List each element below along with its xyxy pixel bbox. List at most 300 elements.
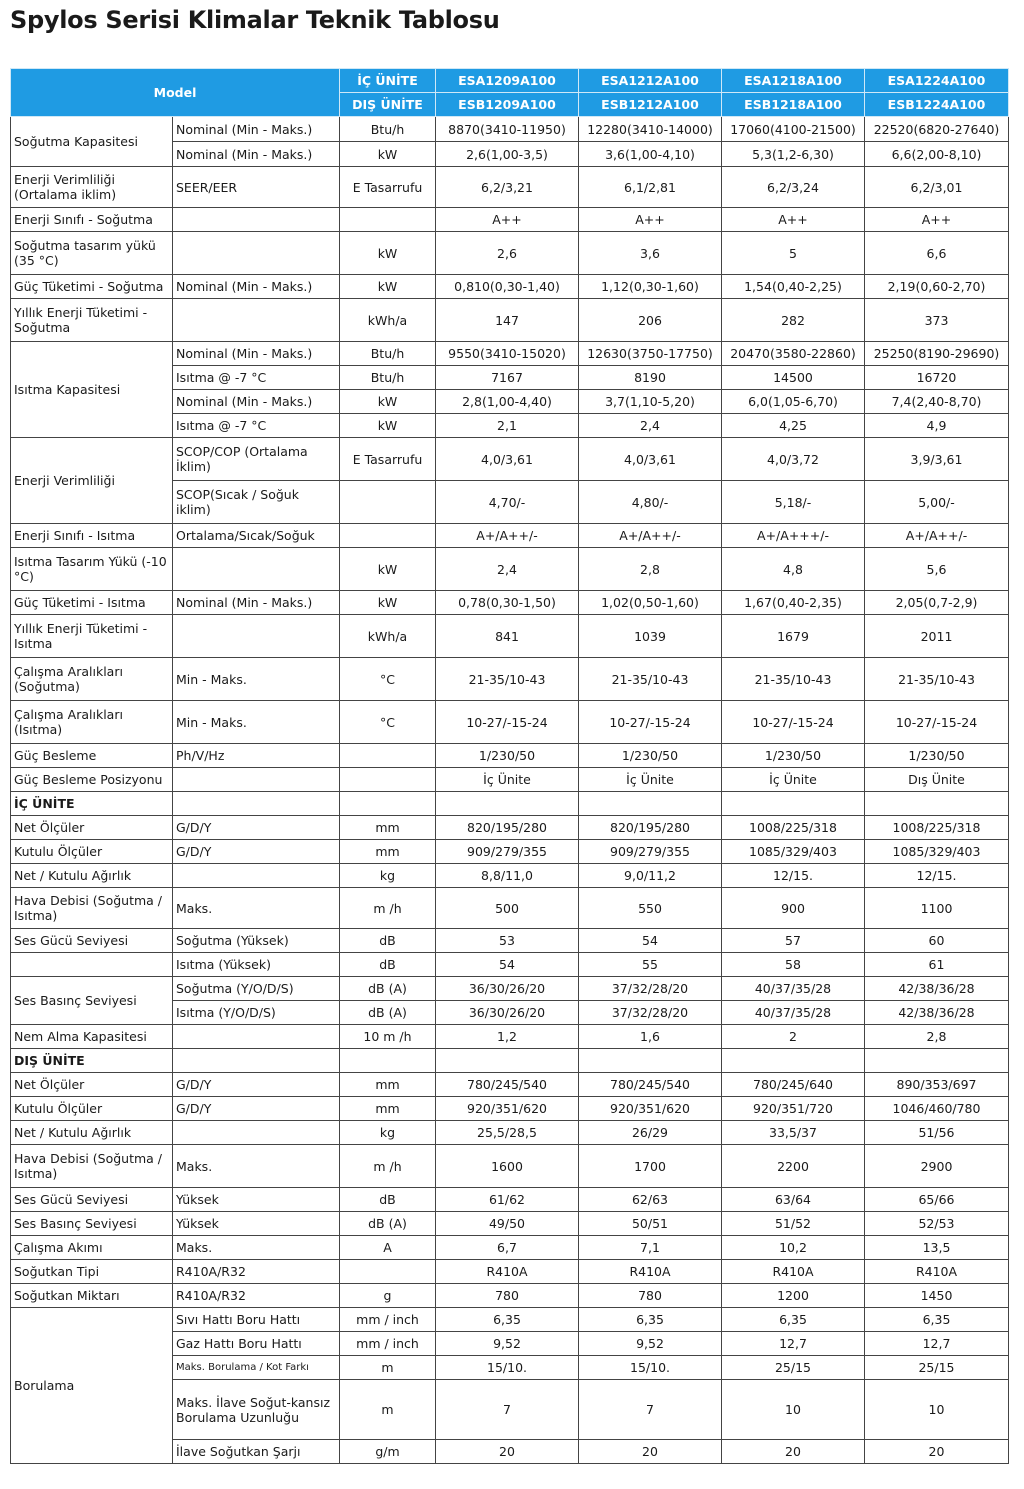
value-cell-model-2: 550 — [579, 888, 722, 929]
row-unit: kg — [340, 864, 436, 888]
row-unit: A — [340, 1236, 436, 1260]
value-cell-model-4: 2011 — [865, 615, 1009, 658]
table-row — [11, 658, 1009, 701]
table-row — [11, 864, 1009, 888]
value-cell-model-4: 6,6(2,00-8,10) — [865, 142, 1009, 167]
row-unit: m /h — [340, 1145, 436, 1188]
row-unit: mm — [340, 816, 436, 840]
value-cell-model-4: 6,6 — [865, 232, 1009, 275]
value-cell-model-1: 2,6(1,00-3,5) — [436, 142, 579, 167]
value-cell-model-3: 10 — [722, 1380, 865, 1440]
row-label: Ses Gücü Seviyesi — [11, 1188, 173, 1212]
value-cell-model-2: 62/63 — [579, 1188, 722, 1212]
value-cell-model-1: 36/30/26/20 — [436, 1001, 579, 1025]
value-cell-model-4: R410A — [865, 1260, 1009, 1284]
table-row — [11, 953, 1009, 977]
value-cell-model-2: 9,0/11,2 — [579, 864, 722, 888]
value-cell-model-2: 7,1 — [579, 1236, 722, 1260]
value-cell-model-3: 20 — [722, 1440, 865, 1464]
value-cell-model-3: 6,2/3,24 — [722, 167, 865, 208]
value-cell-model-1: 61/62 — [436, 1188, 579, 1212]
value-cell-model-3: 10,2 — [722, 1236, 865, 1260]
value-cell-model-3: 12/15. — [722, 864, 865, 888]
table-row — [11, 524, 1009, 548]
row-label: Yıllık Enerji Tüketimi - Isıtma — [11, 615, 173, 658]
row-condition — [173, 768, 340, 792]
table-row — [11, 232, 1009, 275]
row-unit: 10 m /h — [340, 1025, 436, 1049]
value-cell-model-4: 21-35/10-43 — [865, 658, 1009, 701]
row-unit: mm — [340, 1073, 436, 1097]
row-unit: kW — [340, 390, 436, 414]
row-condition — [173, 1121, 340, 1145]
value-cell-model-4: 1046/460/780 — [865, 1097, 1009, 1121]
value-cell-model-3: 920/351/720 — [722, 1097, 865, 1121]
row-unit: mm / inch — [340, 1308, 436, 1332]
row-condition — [173, 864, 340, 888]
value-cell-model-1: 147 — [436, 299, 579, 342]
dis-unite-header: DIŞ ÜNİTE — [340, 93, 436, 117]
row-unit: °C — [340, 701, 436, 744]
value-cell-model-4 — [865, 1049, 1009, 1073]
ic-model-2: ESA1212A100 — [579, 69, 722, 93]
table-row — [11, 701, 1009, 744]
table-row — [11, 208, 1009, 232]
value-cell-model-2: 50/51 — [579, 1212, 722, 1236]
row-unit: E Tasarrufu — [340, 167, 436, 208]
row-condition: Ortalama/Sıcak/Soğuk — [173, 524, 340, 548]
value-cell-model-4: 12/15. — [865, 864, 1009, 888]
value-cell-model-3: 780/245/640 — [722, 1073, 865, 1097]
table-row — [11, 299, 1009, 342]
table-row — [11, 117, 1009, 142]
row-unit: m — [340, 1356, 436, 1380]
value-cell-model-4: 42/38/36/28 — [865, 1001, 1009, 1025]
value-cell-model-4: 10-27/-15-24 — [865, 701, 1009, 744]
row-condition: Nominal (Min - Maks.) — [173, 142, 340, 167]
table-row — [11, 744, 1009, 768]
row-condition: Nominal (Min - Maks.) — [173, 117, 340, 142]
row-label: Güç Besleme Posizyonu — [11, 768, 173, 792]
row-label — [11, 953, 173, 977]
row-condition — [173, 1025, 340, 1049]
value-cell-model-2: A++ — [579, 208, 722, 232]
row-label: Soğutma Kapasitesi — [11, 117, 173, 167]
value-cell-model-2: 920/351/620 — [579, 1097, 722, 1121]
row-label: Çalışma Aralıkları (Soğutma) — [11, 658, 173, 701]
value-cell-model-3: 1085/329/403 — [722, 840, 865, 864]
row-unit: m — [340, 1380, 436, 1440]
row-label: Ses Basınç Seviyesi — [11, 977, 173, 1025]
value-cell-model-1: 10-27/-15-24 — [436, 701, 579, 744]
row-condition: Yüksek — [173, 1212, 340, 1236]
value-cell-model-2: 9,52 — [579, 1332, 722, 1356]
row-label: Enerji Verimliliği (Ortalama iklim) — [11, 167, 173, 208]
value-cell-model-1: 20 — [436, 1440, 579, 1464]
value-cell-model-4: 2,05(0,7-2,9) — [865, 591, 1009, 615]
value-cell-model-3: A++ — [722, 208, 865, 232]
row-label: Soğutkan Miktarı — [11, 1284, 173, 1308]
value-cell-model-4 — [865, 792, 1009, 816]
value-cell-model-3: 282 — [722, 299, 865, 342]
row-label: Kutulu Ölçüler — [11, 840, 173, 864]
value-cell-model-2: 2,8 — [579, 548, 722, 591]
value-cell-model-2 — [579, 792, 722, 816]
page-title: Spylos Serisi Klimalar Teknik Tablosu — [10, 6, 500, 34]
value-cell-model-4: 1100 — [865, 888, 1009, 929]
value-cell-model-2: 3,6 — [579, 232, 722, 275]
value-cell-model-1: R410A — [436, 1260, 579, 1284]
value-cell-model-3: A+/A+++/- — [722, 524, 865, 548]
value-cell-model-1: 6,2/3,21 — [436, 167, 579, 208]
row-condition: G/D/Y — [173, 1073, 340, 1097]
table-row — [11, 1284, 1009, 1308]
value-cell-model-2: 6,35 — [579, 1308, 722, 1332]
value-cell-model-1: 909/279/355 — [436, 840, 579, 864]
row-label: Borulama — [11, 1308, 173, 1464]
row-label: Net / Kutulu Ağırlık — [11, 1121, 173, 1145]
value-cell-model-2: 6,1/2,81 — [579, 167, 722, 208]
value-cell-model-4: A+/A++/- — [865, 524, 1009, 548]
row-condition: R410A/R32 — [173, 1284, 340, 1308]
table-row — [11, 548, 1009, 591]
value-cell-model-3: 5,18/- — [722, 481, 865, 524]
value-cell-model-1: 6,7 — [436, 1236, 579, 1260]
dis-model-1: ESB1209A100 — [436, 93, 579, 117]
value-cell-model-1: 4,70/- — [436, 481, 579, 524]
value-cell-model-4: 890/353/697 — [865, 1073, 1009, 1097]
value-cell-model-1: 1/230/50 — [436, 744, 579, 768]
ic-unite-header: İÇ ÜNİTE — [340, 69, 436, 93]
dis-model-4: ESB1224A100 — [865, 93, 1009, 117]
value-cell-model-1: 1600 — [436, 1145, 579, 1188]
row-label: Hava Debisi (Soğutma / Isıtma) — [11, 888, 173, 929]
row-condition — [173, 299, 340, 342]
value-cell-model-4: 13,5 — [865, 1236, 1009, 1260]
row-label: Ses Gücü Seviyesi — [11, 929, 173, 953]
row-unit: mm — [340, 840, 436, 864]
value-cell-model-3: 40/37/35/28 — [722, 977, 865, 1001]
value-cell-model-3 — [722, 792, 865, 816]
row-unit: Btu/h — [340, 366, 436, 390]
value-cell-model-3: 1/230/50 — [722, 744, 865, 768]
row-condition: Maks. İlave Soğut-kansız Borulama Uzunluğu — [173, 1380, 340, 1440]
value-cell-model-1: 4,0/3,61 — [436, 438, 579, 481]
value-cell-model-1: 0,810(0,30-1,40) — [436, 275, 579, 299]
table-row — [11, 1236, 1009, 1260]
table-body — [11, 117, 1009, 1464]
row-condition: G/D/Y — [173, 1097, 340, 1121]
ic-model-3: ESA1218A100 — [722, 69, 865, 93]
row-label: Net / Kutulu Ağırlık — [11, 864, 173, 888]
value-cell-model-3: 57 — [722, 929, 865, 953]
row-condition: Isıtma @ -7 °C — [173, 366, 340, 390]
row-condition: SCOP(Sıcak / Soğuk iklim) — [173, 481, 340, 524]
value-cell-model-2: 909/279/355 — [579, 840, 722, 864]
model-header: Model — [11, 69, 340, 117]
row-unit: Btu/h — [340, 117, 436, 142]
value-cell-model-3: 2 — [722, 1025, 865, 1049]
row-label: Soğutma tasarım yükü (35 °C) — [11, 232, 173, 275]
section-heading: DIŞ ÜNİTE — [11, 1049, 173, 1073]
value-cell-model-3: İç Ünite — [722, 768, 865, 792]
header-row-ic — [11, 69, 1009, 93]
table-row — [11, 792, 1009, 816]
value-cell-model-3: 1,67(0,40-2,35) — [722, 591, 865, 615]
row-condition: Soğutma (Yüksek) — [173, 929, 340, 953]
value-cell-model-4: 42/38/36/28 — [865, 977, 1009, 1001]
value-cell-model-3: R410A — [722, 1260, 865, 1284]
value-cell-model-4: 6,35 — [865, 1308, 1009, 1332]
value-cell-model-4: 1450 — [865, 1284, 1009, 1308]
spec-table — [10, 68, 1009, 1464]
value-cell-model-3: 14500 — [722, 366, 865, 390]
value-cell-model-3: 6,0(1,05-6,70) — [722, 390, 865, 414]
row-unit: E Tasarrufu — [340, 438, 436, 481]
table-row — [11, 591, 1009, 615]
value-cell-model-4: 7,4(2,40-8,70) — [865, 390, 1009, 414]
value-cell-model-1: 49/50 — [436, 1212, 579, 1236]
value-cell-model-1: 780/245/540 — [436, 1073, 579, 1097]
row-unit: m /h — [340, 888, 436, 929]
row-unit — [340, 481, 436, 524]
row-condition: Sıvı Hattı Boru Hattı — [173, 1308, 340, 1332]
value-cell-model-3: 21-35/10-43 — [722, 658, 865, 701]
ic-model-4: ESA1224A100 — [865, 69, 1009, 93]
value-cell-model-2: 780 — [579, 1284, 722, 1308]
value-cell-model-4: 1/230/50 — [865, 744, 1009, 768]
row-condition: Min - Maks. — [173, 658, 340, 701]
row-condition: Nominal (Min - Maks.) — [173, 591, 340, 615]
value-cell-model-3: 63/64 — [722, 1188, 865, 1212]
value-cell-model-2: 37/32/28/20 — [579, 1001, 722, 1025]
row-condition: Soğutma (Y/O/D/S) — [173, 977, 340, 1001]
row-unit: kW — [340, 275, 436, 299]
value-cell-model-1 — [436, 1049, 579, 1073]
value-cell-model-2: A+/A++/- — [579, 524, 722, 548]
value-cell-model-1: A++ — [436, 208, 579, 232]
value-cell-model-4: 61 — [865, 953, 1009, 977]
value-cell-model-2: R410A — [579, 1260, 722, 1284]
row-unit: kg — [340, 1121, 436, 1145]
value-cell-model-1: 841 — [436, 615, 579, 658]
value-cell-model-1: 500 — [436, 888, 579, 929]
row-unit: dB (A) — [340, 977, 436, 1001]
value-cell-model-3: 5,3(1,2-6,30) — [722, 142, 865, 167]
ic-model-1: ESA1209A100 — [436, 69, 579, 93]
row-unit: dB — [340, 1188, 436, 1212]
table-row — [11, 1145, 1009, 1188]
row-label: Güç Besleme — [11, 744, 173, 768]
value-cell-model-4: 2,8 — [865, 1025, 1009, 1049]
value-cell-model-2: 1,02(0,50-1,60) — [579, 591, 722, 615]
value-cell-model-1: 2,4 — [436, 548, 579, 591]
value-cell-model-2: 15/10. — [579, 1356, 722, 1380]
row-label: Soğutkan Tipi — [11, 1260, 173, 1284]
value-cell-model-3 — [722, 1049, 865, 1073]
value-cell-model-1: 54 — [436, 953, 579, 977]
row-condition — [173, 1049, 340, 1073]
row-condition: SCOP/COP (Ortalama İklim) — [173, 438, 340, 481]
row-unit: kW — [340, 414, 436, 438]
row-unit: kWh/a — [340, 615, 436, 658]
table-row — [11, 1188, 1009, 1212]
value-cell-model-4: 1085/329/403 — [865, 840, 1009, 864]
value-cell-model-2: 8190 — [579, 366, 722, 390]
table-row — [11, 342, 1009, 366]
row-unit: dB (A) — [340, 1001, 436, 1025]
value-cell-model-1: İç Ünite — [436, 768, 579, 792]
table-row — [11, 615, 1009, 658]
value-cell-model-2: 37/32/28/20 — [579, 977, 722, 1001]
row-unit — [340, 524, 436, 548]
row-condition: Isıtma (Yüksek) — [173, 953, 340, 977]
value-cell-model-3: 12,7 — [722, 1332, 865, 1356]
table-row — [11, 1260, 1009, 1284]
row-label: Enerji Verimliliği — [11, 438, 173, 524]
row-unit — [340, 768, 436, 792]
value-cell-model-4: 10 — [865, 1380, 1009, 1440]
row-unit: mm — [340, 1097, 436, 1121]
row-unit: °C — [340, 658, 436, 701]
value-cell-model-2: 1/230/50 — [579, 744, 722, 768]
value-cell-model-1: A+/A++/- — [436, 524, 579, 548]
row-condition: SEER/EER — [173, 167, 340, 208]
row-unit — [340, 792, 436, 816]
row-unit: mm / inch — [340, 1332, 436, 1356]
row-label: Ses Basınç Seviyesi — [11, 1212, 173, 1236]
row-label: Enerji Sınıfı - Isıtma — [11, 524, 173, 548]
row-unit: kW — [340, 591, 436, 615]
value-cell-model-1: 7167 — [436, 366, 579, 390]
row-label: Kutulu Ölçüler — [11, 1097, 173, 1121]
row-condition — [173, 615, 340, 658]
value-cell-model-2: 12280(3410-14000) — [579, 117, 722, 142]
row-condition: Nominal (Min - Maks.) — [173, 342, 340, 366]
value-cell-model-4: Dış Ünite — [865, 768, 1009, 792]
value-cell-model-2: 3,6(1,00-4,10) — [579, 142, 722, 167]
value-cell-model-1: 6,35 — [436, 1308, 579, 1332]
row-condition: G/D/Y — [173, 816, 340, 840]
value-cell-model-4: 52/53 — [865, 1212, 1009, 1236]
value-cell-model-3: 1200 — [722, 1284, 865, 1308]
value-cell-model-1 — [436, 792, 579, 816]
row-label: Çalışma Akımı — [11, 1236, 173, 1260]
value-cell-model-2: 12630(3750-17750) — [579, 342, 722, 366]
value-cell-model-1: 1,2 — [436, 1025, 579, 1049]
value-cell-model-3: 51/52 — [722, 1212, 865, 1236]
value-cell-model-4: 20 — [865, 1440, 1009, 1464]
value-cell-model-1: 2,6 — [436, 232, 579, 275]
value-cell-model-2: 780/245/540 — [579, 1073, 722, 1097]
row-unit: kWh/a — [340, 299, 436, 342]
row-condition — [173, 208, 340, 232]
row-condition: Nominal (Min - Maks.) — [173, 390, 340, 414]
row-condition: Maks. Borulama / Kot Farkı — [173, 1356, 340, 1380]
table-row — [11, 929, 1009, 953]
row-condition: Maks. — [173, 1236, 340, 1260]
row-unit: kW — [340, 232, 436, 275]
value-cell-model-3: 58 — [722, 953, 865, 977]
row-condition: Ph/V/Hz — [173, 744, 340, 768]
row-unit: dB — [340, 953, 436, 977]
row-label: Isıtma Tasarım Yükü (-10 °C) — [11, 548, 173, 591]
row-unit — [340, 1049, 436, 1073]
value-cell-model-3: 1,54(0,40-2,25) — [722, 275, 865, 299]
value-cell-model-1: 780 — [436, 1284, 579, 1308]
value-cell-model-2: 2,4 — [579, 414, 722, 438]
table-header — [11, 69, 1009, 117]
value-cell-model-3: 900 — [722, 888, 865, 929]
row-condition: Maks. — [173, 888, 340, 929]
value-cell-model-3: 1008/225/318 — [722, 816, 865, 840]
row-condition: Yüksek — [173, 1188, 340, 1212]
value-cell-model-2: İç Ünite — [579, 768, 722, 792]
table-row — [11, 1025, 1009, 1049]
value-cell-model-3: 10-27/-15-24 — [722, 701, 865, 744]
value-cell-model-4: 2900 — [865, 1145, 1009, 1188]
row-unit: g — [340, 1284, 436, 1308]
row-condition: İlave Soğutkan Şarjı — [173, 1440, 340, 1464]
value-cell-model-3: 4,25 — [722, 414, 865, 438]
table-row — [11, 1049, 1009, 1073]
value-cell-model-4: 60 — [865, 929, 1009, 953]
value-cell-model-1: 0,78(0,30-1,50) — [436, 591, 579, 615]
table-row — [11, 167, 1009, 208]
value-cell-model-2: 206 — [579, 299, 722, 342]
row-label: Hava Debisi (Soğutma / Isıtma) — [11, 1145, 173, 1188]
value-cell-model-4: 6,2/3,01 — [865, 167, 1009, 208]
row-unit: Btu/h — [340, 342, 436, 366]
row-unit — [340, 1260, 436, 1284]
row-condition: Nominal (Min - Maks.) — [173, 275, 340, 299]
value-cell-model-4: 22520(6820-27640) — [865, 117, 1009, 142]
row-unit: kW — [340, 548, 436, 591]
value-cell-model-1: 53 — [436, 929, 579, 953]
value-cell-model-3: 5 — [722, 232, 865, 275]
value-cell-model-2 — [579, 1049, 722, 1073]
dis-model-3: ESB1218A100 — [722, 93, 865, 117]
value-cell-model-4: 373 — [865, 299, 1009, 342]
value-cell-model-2: 1700 — [579, 1145, 722, 1188]
row-label: Güç Tüketimi - Isıtma — [11, 591, 173, 615]
table-row — [11, 977, 1009, 1001]
row-label: Güç Tüketimi - Soğutma — [11, 275, 173, 299]
row-label: Çalışma Aralıkları (Isıtma) — [11, 701, 173, 744]
value-cell-model-4: 4,9 — [865, 414, 1009, 438]
row-label: Net Ölçüler — [11, 1073, 173, 1097]
value-cell-model-2: 7 — [579, 1380, 722, 1440]
table-row — [11, 1121, 1009, 1145]
row-condition: R410A/R32 — [173, 1260, 340, 1284]
value-cell-model-1: 8870(3410-11950) — [436, 117, 579, 142]
row-condition: Maks. — [173, 1145, 340, 1188]
value-cell-model-4: 2,19(0,60-2,70) — [865, 275, 1009, 299]
row-unit: g/m — [340, 1440, 436, 1464]
value-cell-model-3: 20470(3580-22860) — [722, 342, 865, 366]
row-unit — [340, 208, 436, 232]
section-heading: İÇ ÜNİTE — [11, 792, 173, 816]
table-row — [11, 438, 1009, 481]
row-condition — [173, 792, 340, 816]
value-cell-model-1: 15/10. — [436, 1356, 579, 1380]
table-row — [11, 768, 1009, 792]
row-unit: kW — [340, 142, 436, 167]
value-cell-model-3: 6,35 — [722, 1308, 865, 1332]
value-cell-model-4: 25250(8190-29690) — [865, 342, 1009, 366]
value-cell-model-3: 25/15 — [722, 1356, 865, 1380]
value-cell-model-2: 20 — [579, 1440, 722, 1464]
